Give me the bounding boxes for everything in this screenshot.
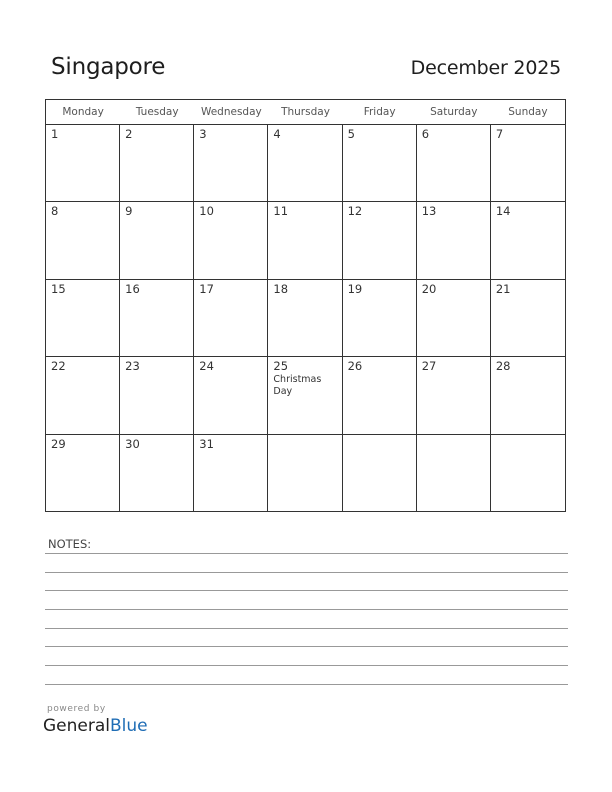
day-number: 15 — [51, 281, 66, 296]
day-number: 8 — [51, 204, 59, 219]
weekday-header-row — [46, 100, 565, 125]
note-line — [45, 609, 568, 610]
calendar-grid — [45, 99, 566, 512]
day-number: 26 — [347, 359, 363, 374]
day-number: 17 — [199, 281, 214, 296]
day-number: 23 — [125, 359, 140, 374]
day-cell — [194, 280, 268, 356]
day-cell — [417, 357, 491, 433]
note-line — [45, 665, 568, 666]
note-line — [45, 590, 568, 591]
day-number: 30 — [125, 436, 140, 451]
day-cell — [491, 435, 565, 512]
day-cell — [120, 357, 194, 433]
brand-general: General — [43, 716, 110, 736]
day-cell — [491, 125, 565, 201]
calendar-country-title: Singapore — [51, 54, 166, 80]
day-number: 24 — [199, 359, 214, 374]
week-row — [46, 435, 565, 512]
day-cell — [343, 125, 417, 201]
day-cell — [120, 435, 194, 512]
day-cell — [120, 125, 194, 201]
note-line — [45, 572, 568, 573]
day-number: 6 — [421, 127, 430, 141]
note-line — [45, 684, 568, 685]
day-number: 25 — [273, 359, 289, 374]
day-number: 2 — [125, 127, 133, 141]
day-cell — [491, 357, 565, 433]
day-cell — [120, 202, 194, 278]
day-number: 11 — [273, 204, 289, 219]
day-cell — [417, 202, 491, 278]
weekday-header: Friday — [363, 106, 396, 118]
day-number: 21 — [495, 281, 511, 296]
weekday-header: Thursday — [281, 106, 330, 118]
day-cell — [46, 202, 120, 278]
weekday-header: Sunday — [508, 106, 548, 118]
day-number: 31 — [199, 436, 214, 451]
day-number: 3 — [199, 127, 207, 141]
day-cell — [268, 125, 342, 201]
day-number: 1 — [51, 127, 59, 141]
day-cell — [417, 435, 491, 512]
week-row — [46, 357, 565, 434]
day-cell — [194, 357, 268, 433]
week-row — [46, 125, 565, 202]
day-number: 9 — [125, 204, 133, 219]
day-cell — [343, 280, 417, 356]
day-number: 12 — [347, 204, 363, 219]
day-cell — [343, 435, 417, 512]
weekday-header: Wednesday — [200, 106, 262, 118]
day-number: 14 — [495, 204, 511, 219]
day-number: 27 — [421, 359, 437, 374]
day-cell — [417, 280, 491, 356]
day-number: 10 — [199, 204, 214, 219]
day-number: 7 — [495, 127, 504, 141]
week-row — [46, 280, 565, 357]
day-cell — [343, 357, 417, 433]
day-number: 13 — [421, 204, 437, 219]
day-cell — [120, 280, 194, 356]
day-cell — [417, 125, 491, 201]
holiday-label: Christmas Day — [273, 374, 322, 398]
day-number: 20 — [421, 281, 437, 296]
day-number: 19 — [347, 281, 363, 296]
day-number: 4 — [273, 127, 281, 141]
day-cell — [268, 357, 342, 433]
weeks-container — [46, 125, 565, 512]
day-cell — [491, 202, 565, 278]
day-number: 22 — [51, 359, 66, 374]
weekday-header: Monday — [62, 106, 104, 118]
notes-label: NOTES: — [48, 537, 92, 551]
day-cell — [268, 435, 342, 512]
day-cell — [268, 202, 342, 278]
day-cell — [46, 125, 120, 201]
note-line — [45, 646, 568, 647]
day-cell — [46, 280, 120, 356]
day-cell — [343, 202, 417, 278]
powered-by-text: powered by — [47, 704, 106, 714]
brand-blue: Blue — [110, 716, 148, 736]
day-cell — [268, 280, 342, 356]
day-cell — [194, 202, 268, 278]
note-line — [45, 628, 568, 629]
day-number: 16 — [125, 281, 140, 296]
weekday-header: Tuesday — [135, 106, 179, 118]
day-cell — [46, 435, 120, 512]
day-cell — [194, 435, 268, 512]
day-cell — [46, 357, 120, 433]
day-number: 28 — [495, 359, 511, 374]
day-cell — [194, 125, 268, 201]
note-line — [45, 553, 568, 554]
week-row — [46, 202, 565, 279]
day-number: 29 — [51, 436, 66, 451]
day-cell — [491, 280, 565, 356]
calendar-month-title: December 2025 — [410, 57, 561, 79]
weekday-header: Saturday — [430, 106, 478, 118]
day-number: 18 — [273, 281, 289, 296]
generalblue-logo — [43, 716, 148, 736]
day-number: 5 — [347, 127, 355, 141]
